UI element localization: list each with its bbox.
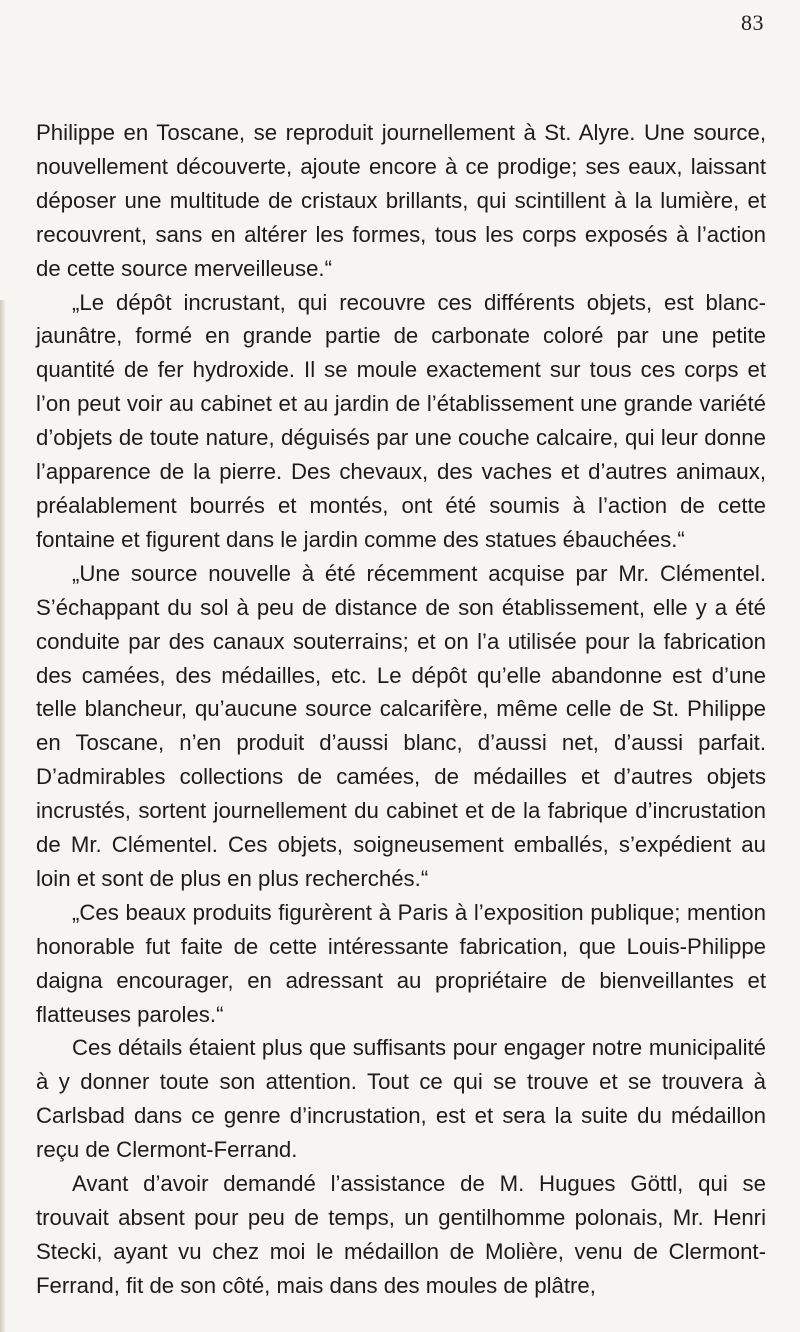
page-edge-shadow (0, 300, 6, 1332)
page-number: 83 (741, 10, 764, 35)
paragraph-1: Philippe en Toscane, se reproduit journellement à St. Alyre. Une source, nouvellement découverte, ajoute encore à ce prodige; ses eaux, laissant déposer une multitude de cristaux brillants, qui scintillent à la lumière, et recouvrent, sans en altérer les formes, tous les corps exposés à l’action de cette source merveilleuse.“ (36, 120, 766, 281)
paragraph-6: Avant d’avoir demandé l’assistance de M. Hugues Göttl, qui se trouvait absent pour peu de temps, un gentilhomme polonais, Mr. Henri Stecki, ayant vu chez moi le médaillon de Molière, venu de Clermont-Ferrand, fit de son côté, mais dans des moules de plâtre, (36, 1171, 766, 1298)
paragraph-2: „Le dépôt incrustant, qui recouvre ces différents objets, est blanc-jaunâtre, formé en grande partie de carbonate coloré par une petite quantité de fer hydroxide. Il se moule exactement sur tous ces corps et l’on peut voir au cabinet et au jardin de l’établissement une grande variété d’objets de toute nature, déguisés par une couche calcaire, qui leur donne l’apparence de la pierre. Des chevaux, des vaches et d’autres animaux, préalablement bourrés et montés, ont été soumis à l’action de cette fontaine et figurent dans le jardin comme des statues ébauchées.“ (36, 289, 766, 552)
body-text (36, 116, 766, 1303)
paragraph-5: Ces détails étaient plus que suffisants pour engager notre municipalité à y donner toute son attention. Tout ce qui se trouve et se trouvera à Carlsbad dans ce genre d’incrustation, est et sera la suite du médaillon reçu de Clermont-Ferrand. (36, 1035, 766, 1163)
paragraph-3: „Une source nouvelle à été récemment acquise par Mr. Clémentel. S’échappant du sol à peu de distance de son établissement, elle y a été conduite par des canaux souterrains; et on l’a utilisée pour la fabrication des camées, des médailles, etc. Le dépôt qu’elle abandonne est d’une telle blancheur, qu’aucune source calcarifère, même celle de St. Philippe en Toscane, n’en produit d’aussi blanc, d’aussi net, d’aussi parfait. D’admirables collections de camées, de médailles et d’autres objets incrustés, sortent journellement du cabinet et de la fabrique d’incrustation de Mr. Clémentel. Ces objets, soigneusement emballés, s’expédient au loin et sont de plus en plus recherchés.“ (36, 560, 766, 891)
paragraph-4: „Ces beaux produits figurèrent à Paris à l’exposition publique; mention honorable fut faite de cette intéressante fabrication, que Louis-Philippe daigna encourager, en adressant au propriétaire de bienveillantes et flatteuses paroles.“ (36, 899, 766, 1027)
